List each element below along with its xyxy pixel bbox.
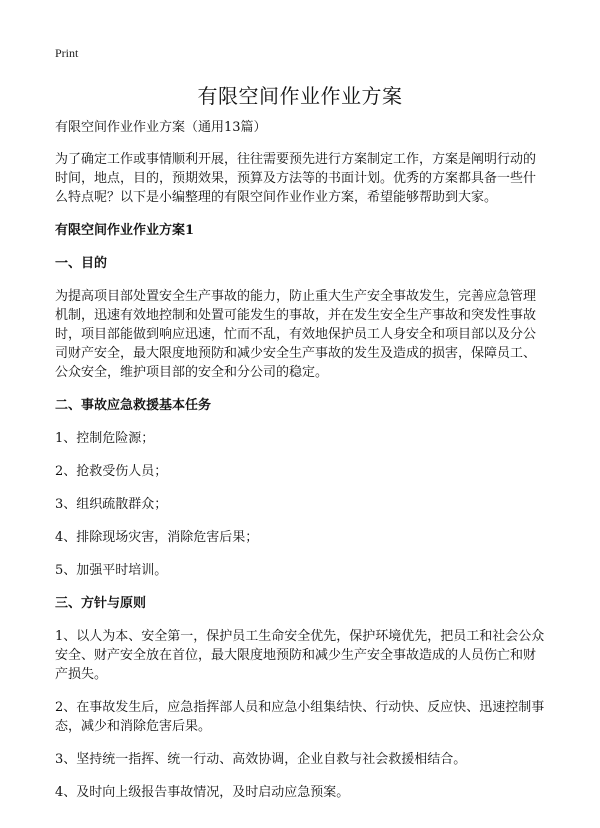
task-item: 2、抢救受伤人员；	[55, 464, 168, 479]
task-item: 3、组织疏散群众；	[55, 497, 168, 512]
principles-heading: 三、方针与原则	[55, 596, 147, 611]
task-item: 1、控制危险源；	[55, 431, 155, 446]
task-item: 5、加强平时培训。	[55, 563, 168, 578]
purpose-paragraph: 为提高项目部处置安全生产事故的能力，防止重大生产安全事故发生，完善应急管理机制，迅速有效地控制和处置可能发生的事故，并在发生安全生产事故和突发性事故时，项目部能做到响应迅速，忙而不乱，有效地保护员工人身安全和项目部以及分公司财产安全，最大限度地预防和减少安全生产事故的发生及造成的损害，保障员工、公众安全，维护项目部的安全和分公司的稳定。	[55, 289, 537, 380]
principle-item: 4、及时向上级报告事故情况，及时启动应急预案。	[55, 785, 350, 800]
purpose-heading: 一、目的	[55, 256, 108, 271]
principle-item: 2、在事故发生后，应急指挥部人员和应急小组集结快、行动快、反应快、迅速控制事态，减少和消除危害后果。	[55, 700, 545, 734]
print-label: Print	[55, 46, 79, 60]
page-title: 有限空间作业作业方案	[197, 84, 403, 108]
tasks-heading: 二、事故应急救援基本任务	[55, 398, 212, 413]
document-body	[55, 118, 547, 816]
section-heading: 有限空间作业作业方案1	[55, 223, 195, 238]
intro-paragraph: 为了确定工作或事情顺利开展，往往需要预先进行方案制定工作，方案是阐明行动的时间，地点，目的，预期效果，预算及方法等的书面计划。优秀的方案都具备一些什么特点呢？以下是小编整理的有限空间作业作业方案，希望能够帮助到大家。	[55, 152, 537, 205]
document-subtitle: 有限空间作业作业方案（通用13篇）	[55, 120, 267, 135]
principle-item: 3、坚持统一指挥、统一行动、高效协调，企业自救与社会救援相结合。	[55, 752, 467, 767]
task-item: 4、排除现场灾害，消除危害后果；	[55, 530, 259, 545]
principle-item: 1、以人为本、安全第一，保护员工生命安全优先，保护环境优先，把员工和社会公众安全、财产安全放在首位，最大限度地预防和减少生产安全事故造成的人员伤亡和财产损失。	[55, 629, 545, 682]
